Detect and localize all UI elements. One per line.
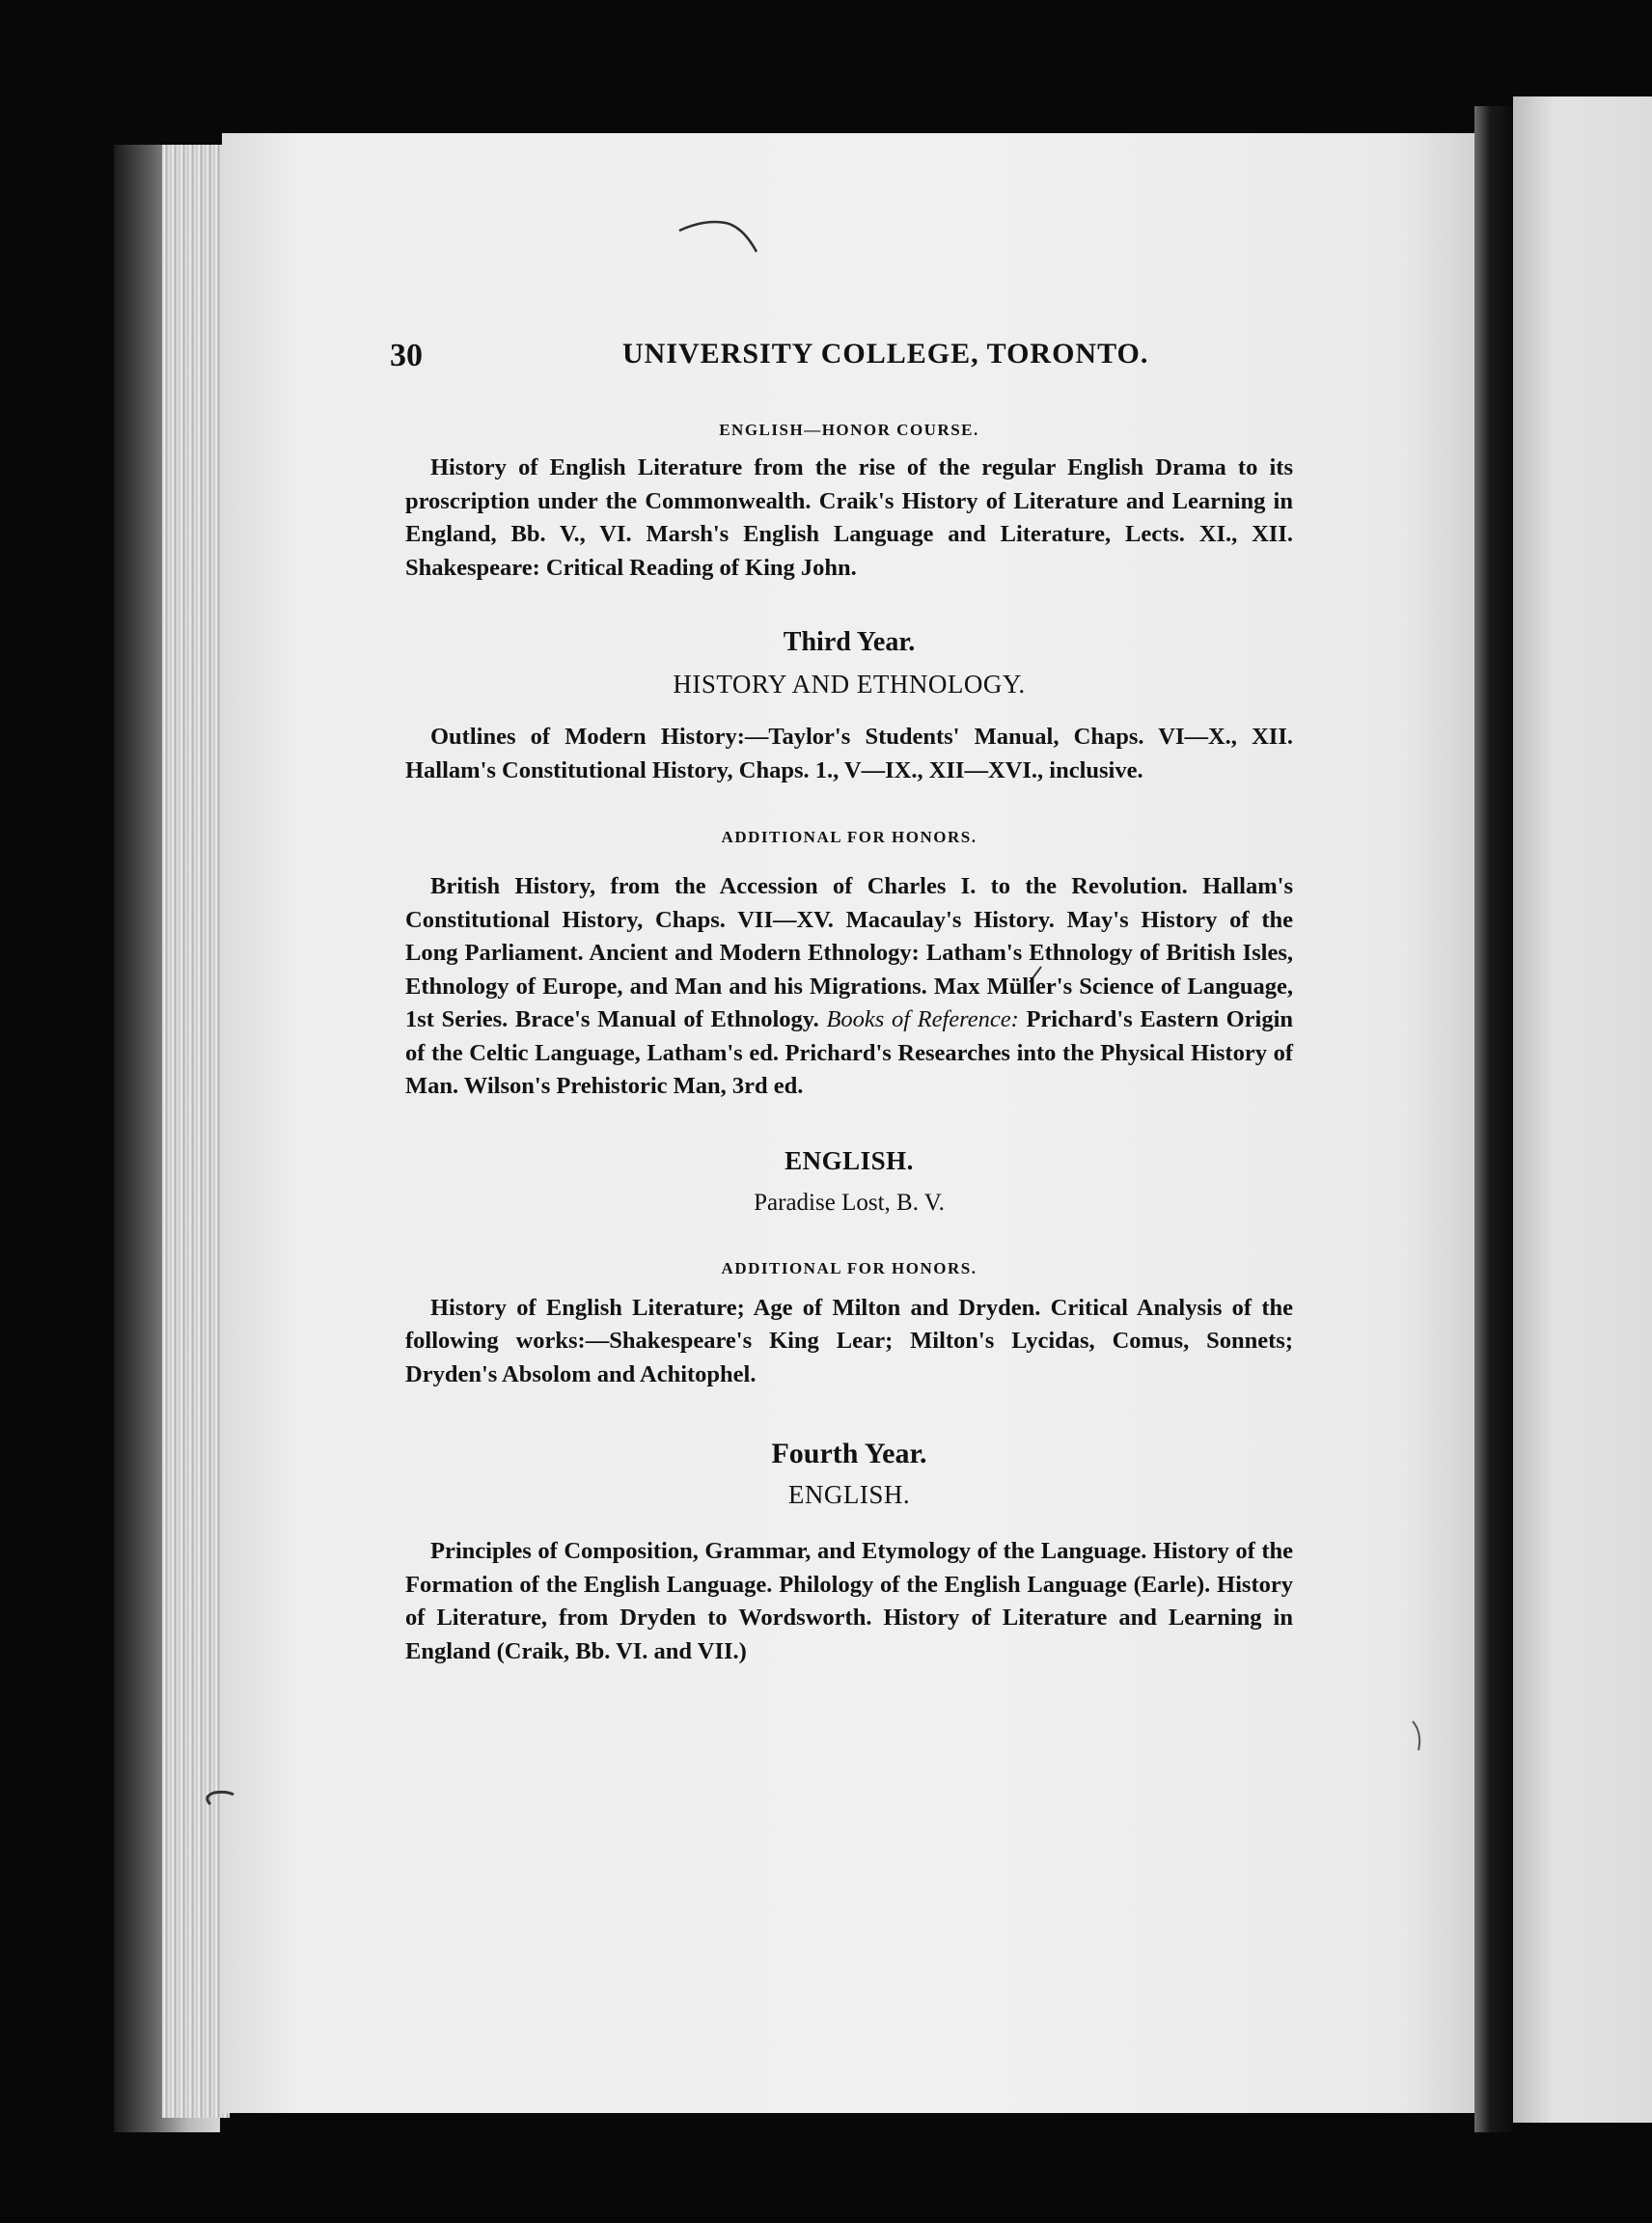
page-number: 30: [390, 338, 423, 373]
subject-heading-english: ENGLISH.: [785, 1145, 914, 1175]
section-heading-additional-honors-english: ADDITIONAL FOR HONORS.: [721, 1258, 977, 1277]
facing-page-edge: [1513, 96, 1652, 2123]
gutter-shadow: [1474, 106, 1513, 2132]
paragraph-english-honor-course: History of English Literature from the rise of the regular English Drama to its proscription under the Commonwealth. Craik's History of Literature and Learning in England, Bb. V., VI. Marsh's English Language and Literature, Lects. XI., XII. Shakespeare: Critical Reading of King John.: [405, 454, 1293, 581]
running-title: UNIVERSITY COLLEGE, TORONTO.: [622, 338, 1149, 370]
running-header: [390, 338, 1293, 392]
margin-mark-right-icon: [1409, 1717, 1428, 1756]
year-heading-fourth: Fourth Year.: [771, 1438, 927, 1469]
page-content: [390, 338, 1294, 1668]
pencil-mark-icon: [675, 217, 782, 261]
subject-heading-english-fourth: ENGLISH.: [787, 1480, 911, 1509]
subject-heading-history-ethnology: HISTORY AND ETHNOLOGY.: [673, 670, 1026, 699]
paragraph-additional-honors-english: History of English Literature; Age of Milton and Dryden. Critical Analysis of the following works:—Shakespeare's King Lear; Milton's Lycidas, Comus, Sonnets; Dryden's Absolom and Achitophel.: [405, 1294, 1293, 1387]
margin-mark-icon: [193, 1775, 251, 1814]
year-heading-third: Third Year.: [783, 627, 916, 657]
paragraph-history-ethnology: Outlines of Modern History:—Taylor's Students' Manual, Chaps. VI—X., XII. Hallam's Constitutional History, Chaps. 1., V—IX., XII—XVI., inclusive.: [405, 724, 1293, 783]
paragraph-fourth-year-english: Principles of Composition, Grammar, and Etymology of the Language. History of the Formation of the English Language. Philology of the English Language (Earle). History of Literature, from Dryden to Wordsworth. History of Literature and Learning in England (Craik, Bb. VI. and VII.): [405, 1538, 1293, 1664]
additional-honors-text: British History, from the Accession of Charles I. to the Revolution. Hallam's Constitutional History, Chaps. VII—XV. Macaulay's History. May's History of the Long Parliament. Ancient and Modern Ethnology: Latham's Ethnology of British Isles, Ethnology of Europe, and Man and his Migrations. Max Müller's Science of Language, 1st Series. Brace's Manual of Ethnology.: [405, 873, 1293, 1032]
paradise-lost-line: Paradise Lost, B. V.: [754, 1189, 945, 1216]
paragraph-additional-honors-history: [405, 870, 1293, 1104]
section-heading-additional-honors: ADDITIONAL FOR HONORS.: [721, 828, 977, 846]
section-heading: ENGLISH—HONOR COURSE.: [719, 421, 979, 439]
books-of-reference-text: Prichard's Eastern Origin of the Celtic Language, Latham's ed. Prichard's Researches into the Physical History of Man. Wilson's Prehistoric Man, 3rd ed.: [405, 1006, 1294, 1099]
books-of-reference-label: Books of Reference:: [826, 1006, 1019, 1032]
page-edges: [162, 145, 230, 2118]
